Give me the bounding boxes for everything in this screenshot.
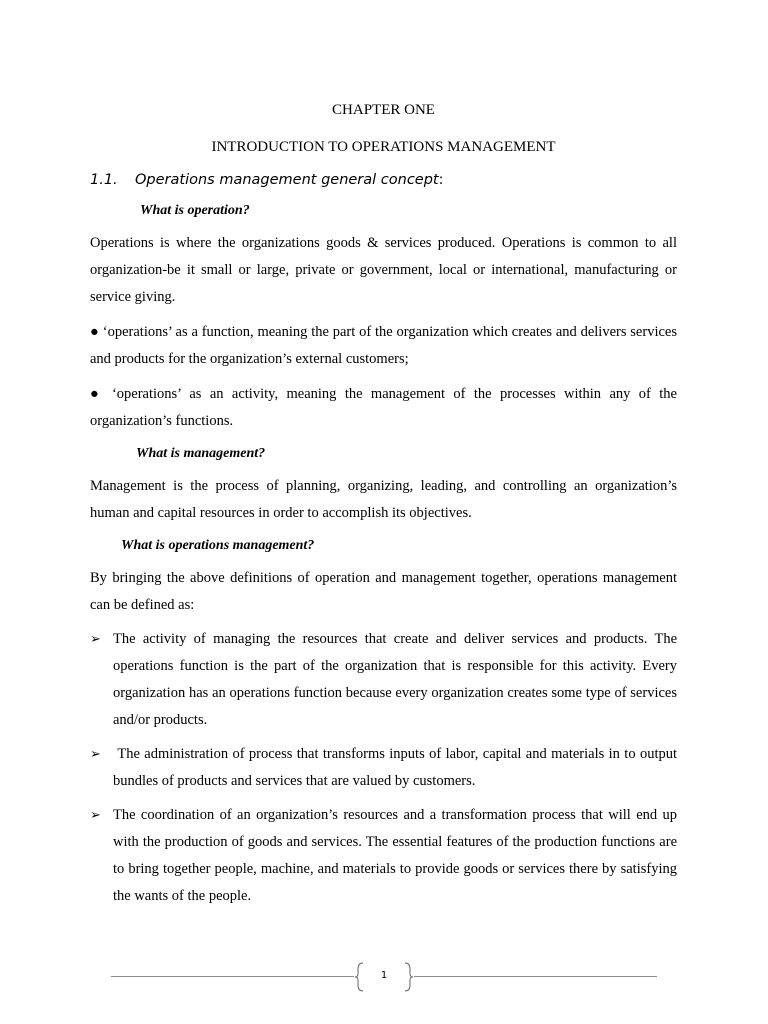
bullet-item xyxy=(90,626,677,734)
section-colon: : xyxy=(438,172,444,188)
page-content xyxy=(90,99,681,910)
bullet-text: The coordination of an organization’s resources and a transformation process that will end up with the production of goods and services. The essential features of the production functions are to bring together people, machine, and materials to provide goods or services there by satisfying the wants of the people. xyxy=(113,807,677,904)
paragraph-operations-definition: Operations is where the organizations goods & services produced. Operations is common to all organization-be it small or large, private or government, local or international, manufacturing or service giving. xyxy=(90,235,677,305)
paragraph-operations-activity: ● ‘operations’ as an activity, meaning the management of the processes within any of the organization’s functions. xyxy=(90,386,677,429)
bullet-item xyxy=(90,802,677,910)
question-heading-operations-management: What is operations management? xyxy=(121,538,315,553)
footer-rule-left xyxy=(111,976,354,977)
section-number: 1.1. xyxy=(90,172,118,188)
chapter-title: INTRODUCTION TO OPERATIONS MANAGEMENT xyxy=(211,139,556,155)
paragraph-management-definition: Management is the process of planning, organizing, leading, and controlling an organization’s human and capital resources in order to accomplish its objectives. xyxy=(90,478,677,521)
arrow-bullet-icon: ➢ xyxy=(90,632,101,647)
section-title: Operations management general concept xyxy=(135,172,439,188)
page-footer xyxy=(111,962,657,992)
footer-rule-right xyxy=(414,976,657,977)
section-heading xyxy=(90,168,677,192)
paragraph-operations-function: ● ‘operations’ as a function, meaning the part of the organization which creates and delivers services and products for the organization’s external customers; xyxy=(90,324,677,367)
right-brace-icon xyxy=(404,962,414,992)
page-number: 1 xyxy=(380,970,388,981)
bullet-text: The administration of process that transforms inputs of labor, capital and materials in to output bundles of products and services that are valued by customers. xyxy=(113,746,681,789)
paragraph-om-intro: By bringing the above definitions of operation and management together, operations management can be defined as: xyxy=(90,570,677,613)
arrow-bullet-icon: ➢ xyxy=(90,747,101,762)
left-brace-icon xyxy=(354,962,364,992)
bullet-item xyxy=(90,741,681,795)
question-heading-management: What is management? xyxy=(136,446,266,461)
question-heading-operation: What is operation? xyxy=(140,203,250,218)
bullet-text: The activity of managing the resources that create and deliver services and products. The operations function is the part of the organization that is responsible for this activity. Every organization has an operations function because every organization creates some type of services and/or products. xyxy=(113,631,677,728)
chapter-heading: CHAPTER ONE xyxy=(332,102,435,118)
arrow-bullet-icon: ➢ xyxy=(90,808,101,823)
